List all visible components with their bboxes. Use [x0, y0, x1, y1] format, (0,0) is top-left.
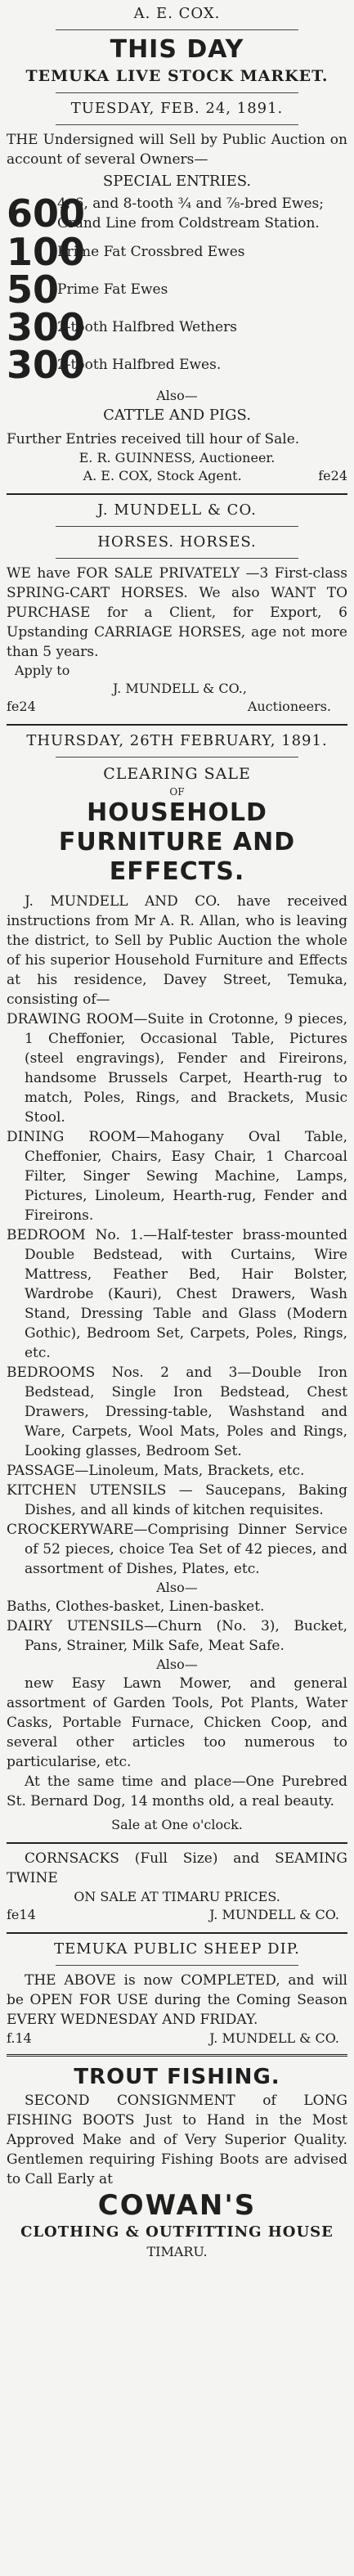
also-label: Also—	[156, 388, 198, 403]
divider	[56, 92, 298, 93]
ad-reference: fe24	[7, 699, 36, 714]
trout-fishing-ad	[7, 2063, 347, 2261]
ad-separator	[7, 724, 347, 726]
shop-tagline: CLOTHING & OUTFITTING HOUSE	[20, 2223, 334, 2241]
dining-room-entry: DINING ROOM—Mahogany Oval Table, Cheffonier, Chairs, Easy Chair, 1 Charcoal Filter, Singer Sewing Machine, Lamps, Pictures, Linoleum, Hearth-rug, Fender and Fireirons.	[7, 1129, 347, 1224]
stock-quantity: 300	[7, 343, 86, 387]
shop-town: TIMARU.	[146, 2244, 208, 2259]
ad-title: TEMUKA PUBLIC SHEEP DIP.	[54, 1940, 300, 1958]
stock-agent-signature: A. E. COX, Stock Agent.	[83, 468, 242, 483]
special-entries: SPECIAL ENTRIES.	[102, 173, 252, 190]
ad-separator	[7, 1842, 347, 1844]
ad-reference: fe24	[318, 468, 347, 483]
auctioneer-signature: E. R. GUINNESS, Auctioneer.	[78, 450, 276, 465]
stock-quantity: 100	[7, 230, 86, 274]
stock-entry	[7, 267, 347, 312]
sheep-dip-ad	[7, 1939, 347, 2048]
stock-description: 2-tooth Halfbred Ewes.	[57, 357, 222, 373]
dog-entry: At the same time and place—One Purebred St. Bernard Dog, 14 months old, a real beauty.	[7, 1774, 347, 1809]
stock-entry	[7, 305, 347, 349]
stock-description: 4, 6, and 8-tooth ¾ and ⅞-bred Ewes; Grand Line from Coldstream Station.	[57, 196, 324, 232]
divider	[56, 1965, 298, 1966]
stock-description: Prime Fat Crossbred Ewes	[57, 244, 245, 260]
stock-entry	[7, 191, 347, 236]
stock-quantity: 300	[7, 305, 86, 349]
stock-description: 2-tooth Halfbred Wethers	[57, 319, 237, 335]
headline: THIS DAY	[110, 35, 244, 64]
ad-body: WE have FOR SALE PRIVATELY —3 First-class SPRING-CART HORSES. We also WANT TO PURCHASE for a Client, for Export, 6 Upstanding CARRIAGE HORSES, age not more than 5 years.	[7, 565, 347, 660]
cattle-and-pigs: CATTLE AND PIGS.	[103, 407, 251, 424]
divider	[56, 29, 298, 30]
market-name: TEMUKA LIVE STOCK MARKET.	[25, 67, 329, 85]
signature-line	[7, 698, 347, 716]
stock-entry	[7, 230, 347, 274]
sale-date: TUESDAY, FEB. 24, 1891.	[70, 100, 284, 117]
ad-body: SECOND CONSIGNMENT of LONG FISHING BOOTS Just to Hand in the Most Approved Make and of Very Superior Quality. Gentlemen requiring Fishing Boots are advised to Call Early at	[7, 2093, 347, 2187]
cornsacks-ad	[7, 1849, 347, 1924]
ad-body: CORNSACKS (Full Size) and SEAMING TWINE	[7, 1850, 347, 1886]
horses-ad	[7, 500, 347, 716]
livestock-market-ad	[7, 3, 347, 485]
firm-name: J. MUNDELL & CO.	[209, 2030, 339, 2046]
crockery-entry: CROCKERYWARE—Comprising Dinner Service of 52 pieces, choice Tea Set of 42 pieces, and assortment of Dishes, Plates, etc.	[7, 1522, 347, 1577]
stock-quantity: 50	[7, 267, 60, 312]
signature-line	[7, 1906, 347, 1924]
bedroom-1-entry: BEDROOM No. 1.—Half-tester brass-mounted Double Bedstead, with Curtains, Wire Mattress, Feather Bed, Hair Bolster, Wardrobe (Kauri), Chest Drawers, Wash Stand, Dressing Table and Glass (Modern Gothic), Bedroom Set, Carpets, Poles, Rings, etc.	[7, 1227, 347, 1361]
divider	[56, 558, 298, 559]
on-sale-line: ON SALE AT TIMARU PRICES.	[74, 1889, 280, 1904]
auction-intro: THE Undersigned will Sell by Public Auction on account of several Owners—	[7, 132, 347, 168]
garden-entry: new Easy Lawn Mower, and general assortment of Garden Tools, Pot Plants, Water Casks, Portable Furnace, Chicken Coop, and several other articles too numerous to particularise, etc.	[7, 1675, 347, 1770]
drawing-room-entry: DRAWING ROOM—Suite in Crotonne, 9 pieces, 1 Cheffonier, Occasional Table, Pictures (steel engravings), Fender and Fireirons, handsome Brussels Carpet, Hearth-rug to match, Poles, Rings, and Brackets, Music Stool.	[7, 1011, 347, 1126]
of-label: OF	[169, 786, 185, 798]
ad-title: HORSES. HORSES.	[97, 533, 257, 551]
firm-name: J. MUNDELL & CO.	[209, 1907, 339, 1922]
clearing-sale-ad	[7, 731, 347, 1834]
kitchen-entry: KITCHEN UTENSILS — Saucepans, Baking Dishes, and all kinds of kitchen requisites.	[7, 1482, 347, 1518]
further-entries: Further Entries received till hour of Sale.	[7, 431, 300, 447]
stock-entry	[7, 343, 347, 387]
ad-title: HOUSEHOLD FURNITURE AND EFFECTS.	[58, 798, 296, 886]
ad-separator	[7, 2054, 347, 2057]
auctioneer-header: A. E. COX.	[133, 5, 221, 22]
firm-header: J. MUNDELL & CO.	[97, 501, 257, 519]
shop-name: COWAN'S	[97, 2189, 257, 2222]
divider	[56, 526, 298, 527]
baths-entry: Baths, Clothes-basket, Linen-basket.	[7, 1598, 265, 1615]
ad-reference: fe14	[7, 1907, 36, 1922]
dairy-entry: DAIRY UTENSILS—Churn (No. 3), Bucket, Pans, Strainer, Milk Safe, Meat Safe.	[7, 1618, 347, 1654]
divider	[56, 757, 298, 758]
signature-line	[7, 2030, 347, 2048]
bedrooms-2-3-entry: BEDROOMS Nos. 2 and 3—Double Iron Bedstead, Single Iron Bedstead, Chest Drawers, Dressing-table, Washstand and Ware, Carpets, Wool Mats, Poles and Rings, Looking glasses, Bedroom Set.	[7, 1364, 347, 1459]
divider	[56, 124, 298, 125]
stock-description: Prime Fat Ewes	[57, 281, 168, 298]
sale-date: THURSDAY, 26TH FEBRUARY, 1891.	[26, 732, 328, 749]
clearing-sale-label: CLEARING SALE	[103, 765, 251, 783]
also-label: Also—	[156, 1657, 198, 1672]
apply-label: Apply to	[15, 663, 70, 678]
sale-time: Sale at One o'clock.	[111, 1817, 243, 1832]
ad-separator	[7, 493, 347, 495]
also-label: Also—	[156, 1580, 198, 1595]
firm-role: Auctioneers.	[247, 699, 331, 714]
ad-body: THE ABOVE is now COMPLETED, and will be OPEN FOR USE during the Coming Season EVERY WEDNESDAY AND FRIDAY.	[7, 1972, 347, 2028]
ad-separator	[7, 1932, 347, 1934]
stock-agent-line	[7, 467, 347, 485]
firm-name: J. MUNDELL & CO.,	[113, 681, 247, 696]
ad-title: TROUT FISHING.	[74, 2065, 280, 2089]
sale-intro: J. MUNDELL AND CO. have received instructions from Mr A. R. Allan, who is leaving the district, to Sell by Public Auction the whole of his superior Household Furniture and Effects at his residence, Davey Street, Temuka, consisting of—	[7, 893, 347, 1008]
ad-reference: f.14	[7, 2030, 32, 2046]
passage-entry: PASSAGE—Linoleum, Mats, Brackets, etc.	[7, 1463, 305, 1479]
stock-quantity: 600	[7, 191, 86, 236]
